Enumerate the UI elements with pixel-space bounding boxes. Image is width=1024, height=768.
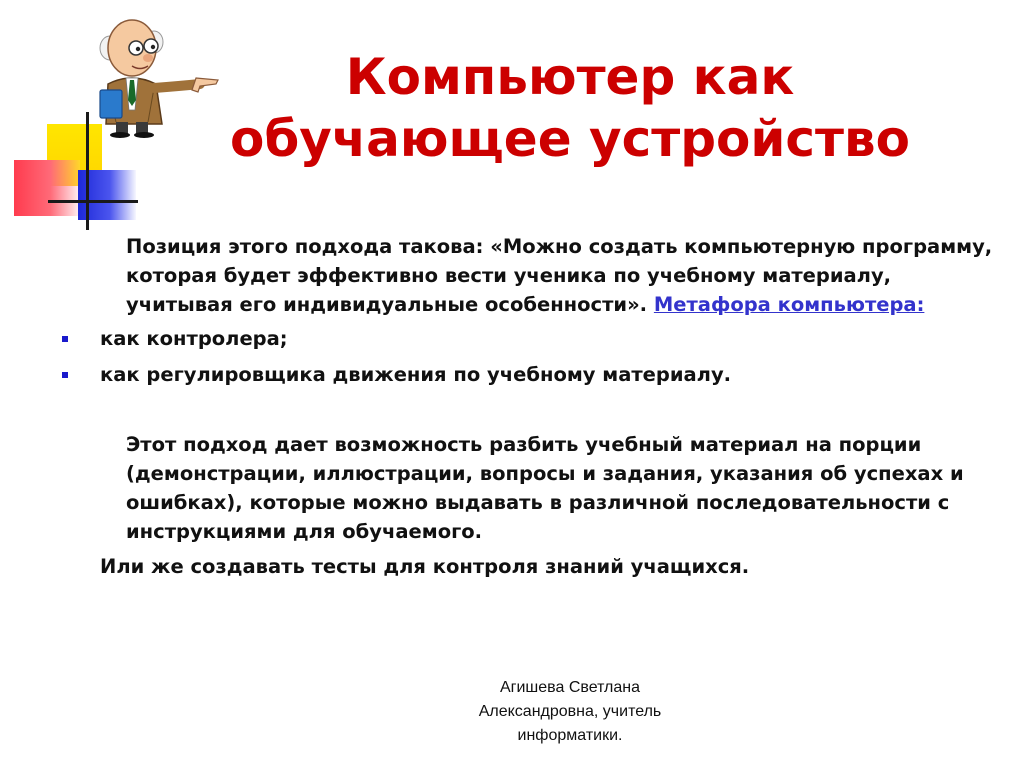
decor-red-square	[14, 160, 80, 216]
spacer	[100, 396, 1000, 430]
paragraph-intro-text: Позиция этого подхода такова: «Можно создать компьютерную программу, которая будет эффективно вести ученика по учебному материалу, учитывая его индивидуальные особенности».	[126, 235, 993, 316]
square-bullet-icon	[62, 336, 68, 342]
title-line-2: обучающее устройство	[229, 110, 911, 168]
author-line-3: информатики.	[517, 727, 623, 744]
author-line-2: Александровна, учитель	[478, 703, 662, 720]
list-item	[100, 360, 1000, 389]
slide-title	[160, 46, 980, 170]
square-bullet-icon	[62, 372, 68, 378]
author-line-1: Агишева Светлана	[499, 679, 641, 696]
bullet-list	[100, 324, 1000, 389]
bullet-text: как контролера;	[100, 327, 288, 350]
paragraph-intro	[100, 232, 1000, 319]
author-credit	[420, 676, 720, 748]
decor-horizontal-line	[48, 200, 138, 203]
list-item	[100, 324, 1000, 353]
decor-vertical-line	[86, 112, 89, 230]
bullet-text: как регулировщика движения по учебному материалу.	[100, 363, 732, 386]
metaphor-link[interactable]: Метафора компьютера:	[653, 293, 925, 316]
paragraph-tests: Или же создавать тесты для контроля знаний учащихся.	[100, 555, 750, 578]
slide-body	[100, 232, 1000, 581]
title-line-1: Компьютер как	[345, 48, 795, 106]
paragraph-approach: Этот подход дает возможность разбить учебный материал на порции (демонстрации, иллюстрации, вопросы и задания, указания об успехах и ошибках), которые можно выдавать в различной последовательности с инструкциями для обучаемого.	[126, 433, 964, 543]
